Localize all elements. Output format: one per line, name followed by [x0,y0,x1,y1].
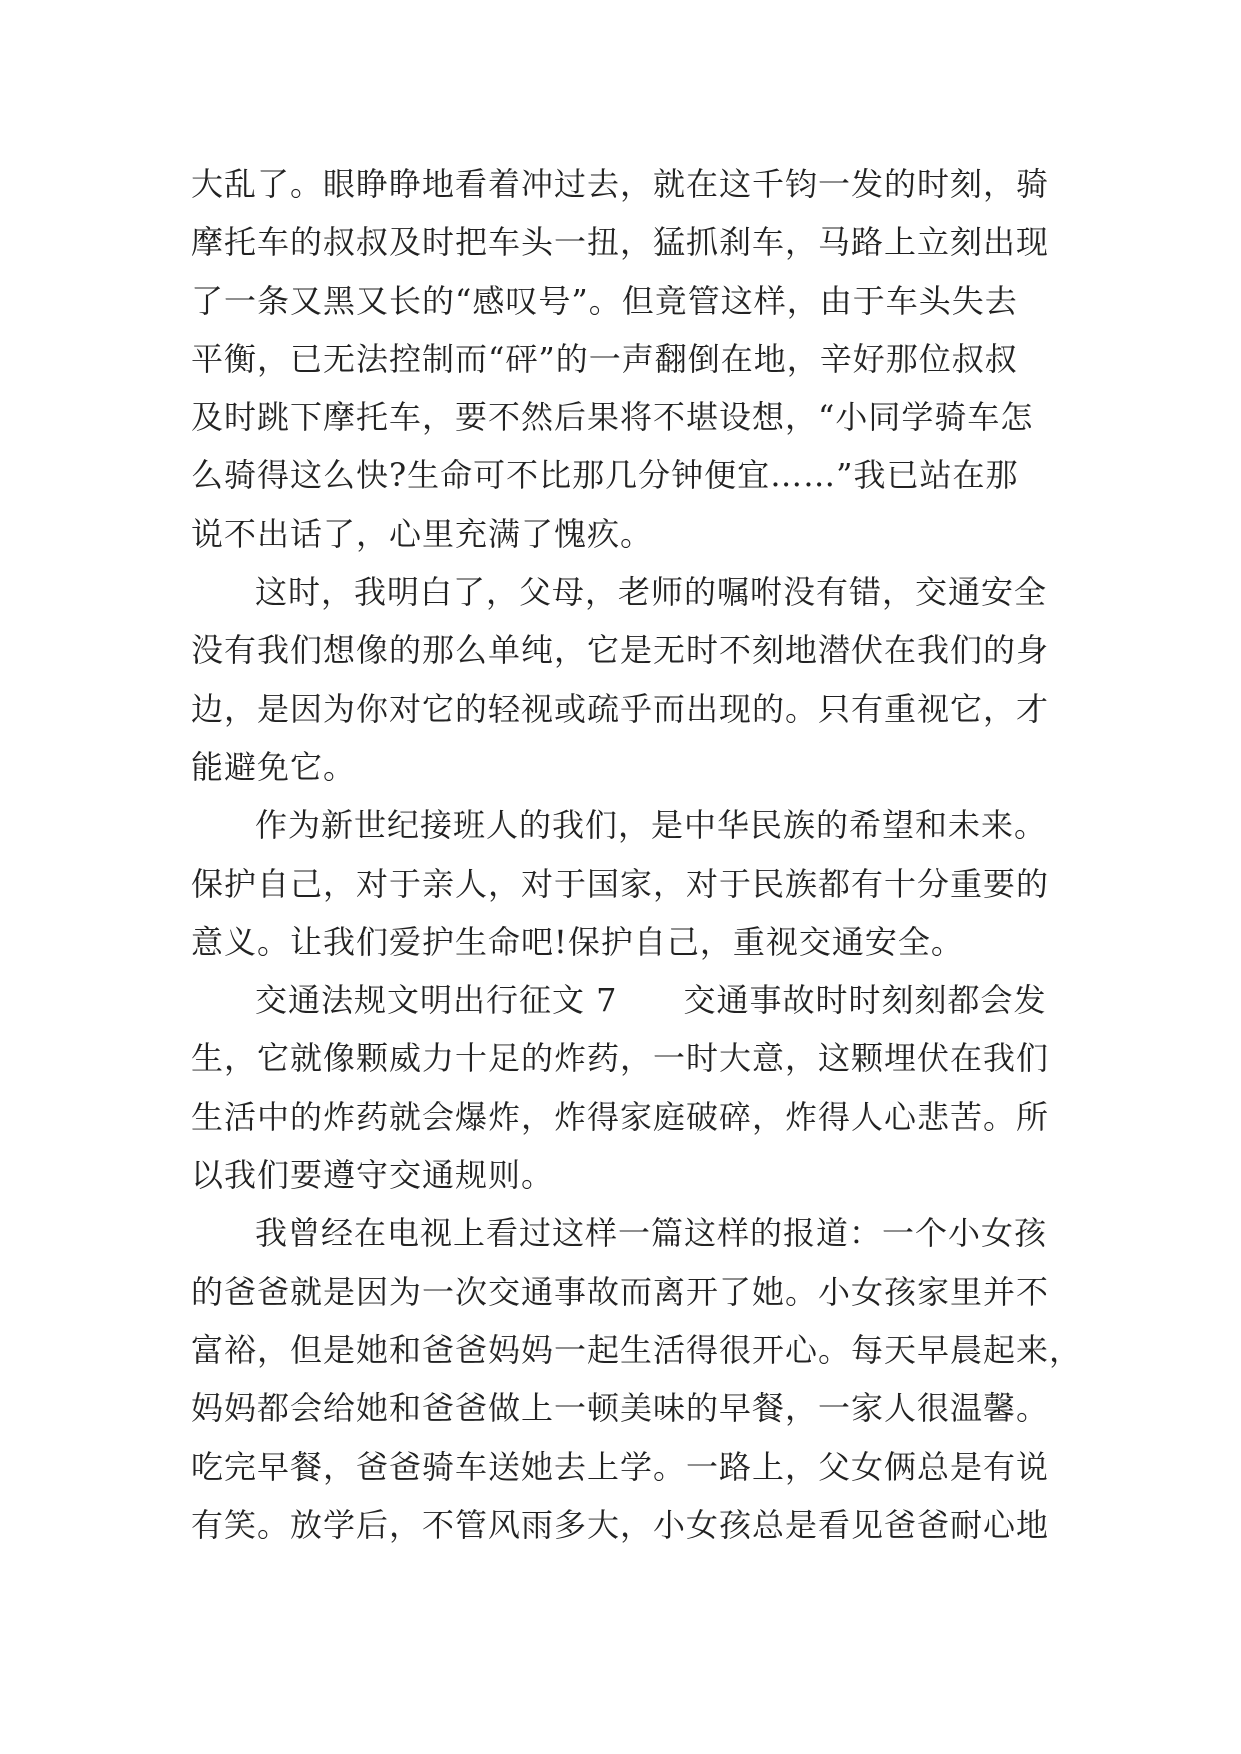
text-line: 保护自己，对于亲人，对于国家，对于民族都有十分重要的 [191,864,1050,903]
text-line: 了一条又黑又长的“感叹号”。但竟管这样，由于车头失去 [191,281,1018,320]
text-line: 这时，我明白了，父母，老师的嘱咐没有错，交通安全 [255,573,1048,612]
text-line: 及时跳下摩托车，要不然后果将不堪设想，“小同学骑车怎 [191,398,1034,437]
text-line: 以我们要遵守交通规则。 [191,1156,555,1195]
text-line: 妈妈都会给她和爸爸做上一顿美味的早餐，一家人很温馨。 [191,1389,1050,1428]
text-line: 边，是因为你对它的轻视或疏乎而出现的。只有重视它，才 [191,689,1050,728]
text-line: 平衡，已无法控制而“砰”的一声翻倒在地，辛好那位叔叔 [191,339,1018,378]
text-line: 作为新世纪接班人的我们，是中华民族的希望和未来。 [255,806,1048,845]
text-line: 生，它就像颗威力十足的炸药，一时大意，这颗埋伏在我们 [191,1039,1050,1078]
text-line: 有笑。放学后，不管风雨多大，小女孩总是看见爸爸耐心地 [191,1505,1050,1544]
text-line: 的爸爸就是因为一次交通事故而离开了她。小女孩家里并不 [191,1272,1050,1311]
text-line: 意义。让我们爱护生命吧!保护自己，重视交通安全。 [191,922,964,961]
text-line: 能避免它。 [191,747,357,786]
text-line: 没有我们想像的那么单纯，它是无时不刻地潜伏在我们的身 [191,631,1050,670]
text-line: 交通法规文明出行征文 7 交通事故时时刻刻都会发 [255,981,1047,1020]
text-line: 生活中的炸药就会爆炸，炸得家庭破碎，炸得人心悲苦。所 [191,1097,1050,1136]
text-line: 我曾经在电视上看过这样一篇这样的报道：一个小女孩 [255,1214,1048,1253]
text-line: 大乱了。眼睁睁地看着冲过去，就在这千钧一发的时刻，骑 [191,165,1050,203]
document-body [191,155,1083,1554]
text-line: 富裕，但是她和爸爸妈妈一起生活得很开心。每天早晨起来， [191,1330,1083,1369]
text-line: 摩托车的叔叔及时把车头一扭，猛抓刹车，马路上立刻出现 [191,223,1050,262]
text-line: 说不出话了，心里充满了愧疚。 [191,514,654,553]
text-line: 么骑得这么快?生命可不比那几分钟便宜……”我已站在那 [191,456,1019,495]
text-line: 吃完早餐，爸爸骑车送她去上学。一路上，父女俩总是有说 [191,1447,1050,1486]
